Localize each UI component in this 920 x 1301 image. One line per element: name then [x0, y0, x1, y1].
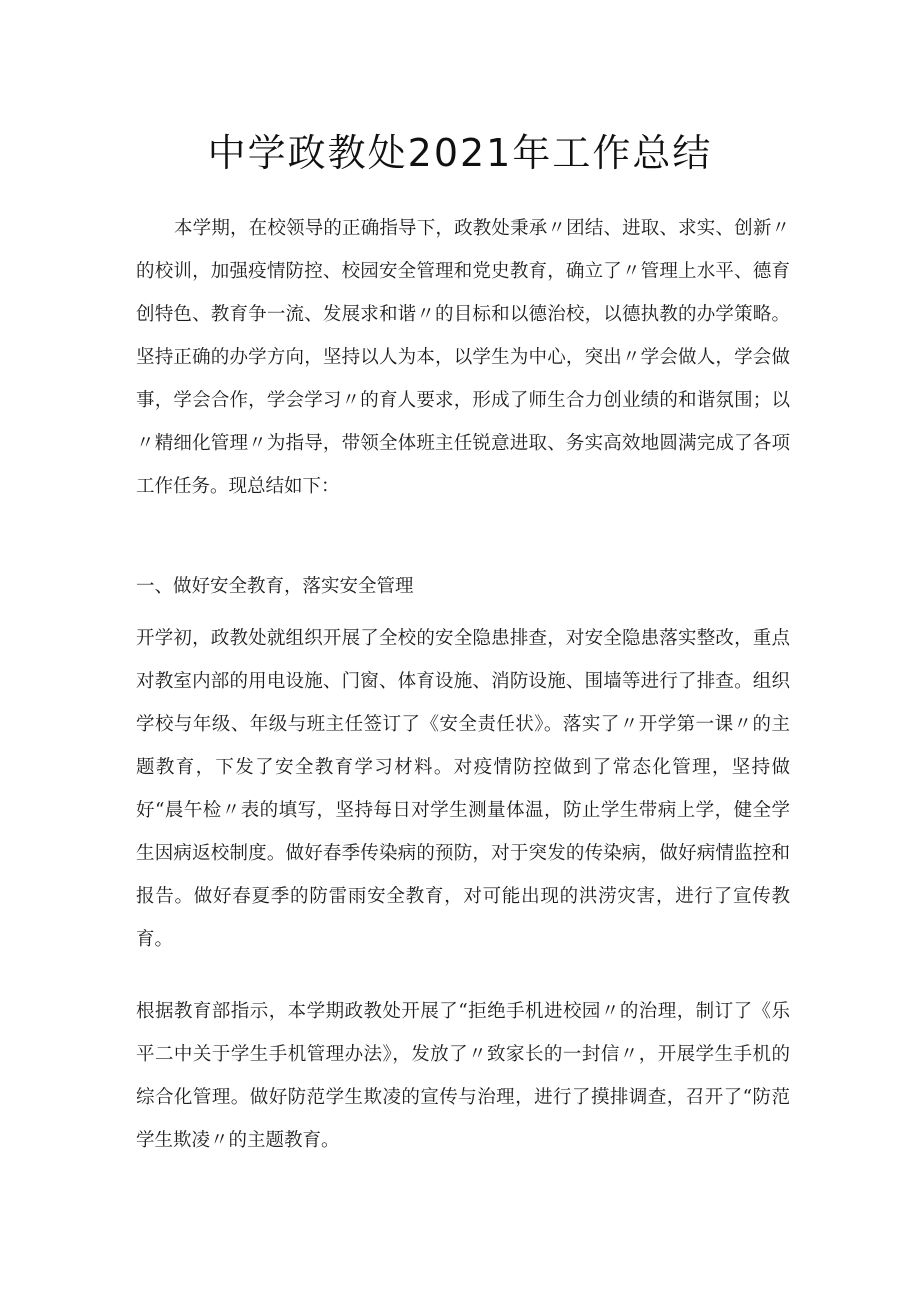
intro-paragraph: 本学期，在校领导的正确指导下，政教处秉承〃团结、进取、求实、创新〃的校训，加强疫情防控、校园安全管理和党史教育，确立了〃管理上水平、德育创特色、教育争一流、发展求和谐〃的目标和以德治校，以德执教的办学策略。坚持正确的办学方向，坚持以人为本，以学生为中心，突出〃学会做人，学会做事，学会合作，学会学习〃的育人要求，形成了师生合力创业绩的和谐氛围；以〃精细化管理〃为指导，带领全体班主任锐意进取、务实高效地圆满完成了各项工作任务。现总结如下：	[136, 218, 790, 497]
section-heading-safety: 一、做好安全教育，落实安全管理	[136, 576, 414, 597]
safety-paragraph: 开学初，政教处就组织开展了全校的安全隐患排查，对安全隐患落实整改，重点对教室内部的用电设施、门窗、体育设施、消防设施、围墙等进行了排查。组织学校与年级、年级与班主任签订了《安全责任状》。落实了〃开学第一课〃的主题教育，下发了安全教育学习材料。对疫情防控做到了常态化管理，坚持做好“晨午检〃表的填写，坚持每日对学生测量体温，防止学生带病上学，健全学生因病返校制度。做好春季传染病的预防，对于突发的传染病，做好病情监控和报告。做好春夏季的防雷雨安全教育，对可能出现的洪涝灾害，进行了宣传教育。	[136, 628, 790, 950]
phone-management-paragraph: 根据教育部指示，本学期政教处开展了“拒绝手机进校园〃的治理，制订了《乐平二中关于学生手机管理办法》，发放了〃致家长的一封信〃，开展学生手机的综合化管理。做好防范学生欺凌的宣传与治理，进行了摸排调查，召开了“防范学生欺凌〃的主题教育。	[136, 1001, 790, 1151]
document-title: 中学政教处2021年工作总结	[207, 131, 713, 175]
